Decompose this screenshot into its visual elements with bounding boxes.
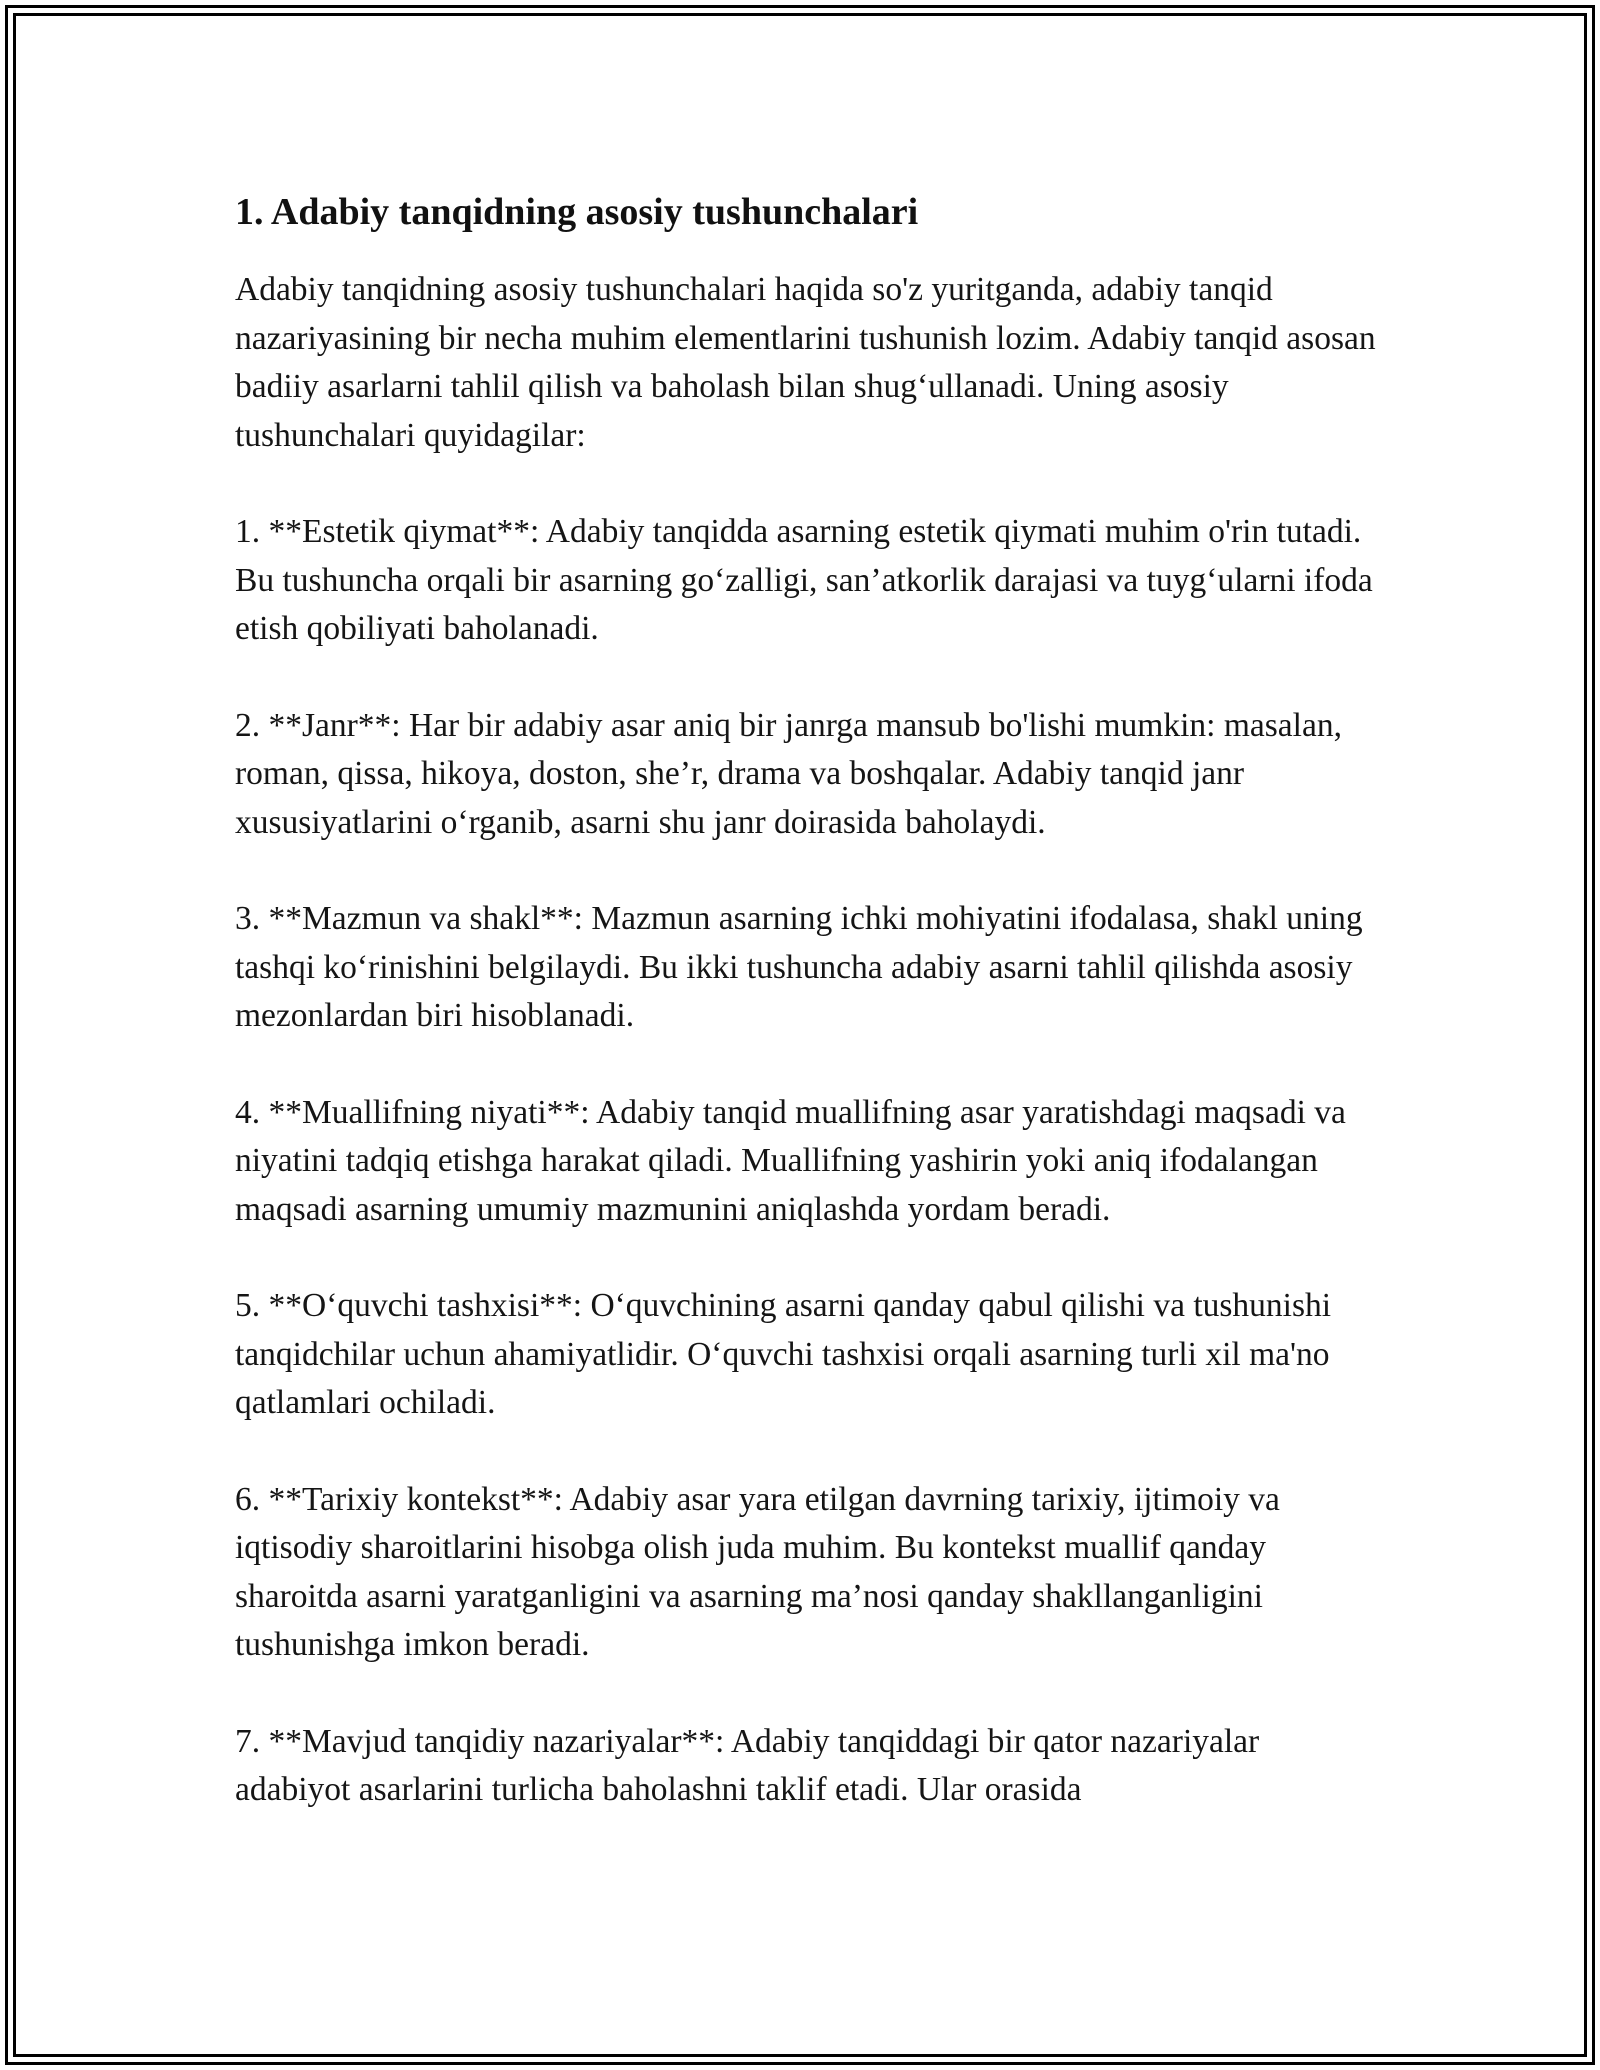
list-item-tarixiy-kontekst: 6. **Tarixiy kontekst**: Adabiy asar yara etilgan davrning tarixiy, ijtimoiy va iqtisodiy sharoitlarini hisobga olish juda muhim. Bu kontekst muallif qanday sharoitda asarni yaratganligini va asarning ma’nosi qanday shakllanganligini tushunishga imkon beradi. — [235, 1480, 1280, 1663]
list-item-estetik-qiymat: 1. **Estetik qiymat**: Adabiy tanqidda asarning estetik qiymati muhim o'rin tutadi. Bu tushuncha orqali bir asarning go‘zalligi, san’atkorlik darajasi va tuyg‘ularni ifoda etish qobiliyati baholanadi. — [235, 513, 1373, 647]
list-item-mazmun-va-shakl: 3. **Mazmun va shakl**: Mazmun asarning ichki mohiyatini ifodalasa, shakl uning tashqi ko‘rinishini belgilaydi. Bu ikki tushuncha adabiy asarni tahlil qilishda asosiy mezonlardan biri hisoblanadi. — [235, 900, 1363, 1034]
section-heading: 1. Adabiy tanqidning asosiy tushunchalari — [235, 191, 919, 233]
list-item-janr: 2. **Janr**: Har bir adabiy asar aniq bir janrga mansub bo'lishi mumkin: masalan, roman, qissa, hikoya, doston, she’r, drama va boshqalar. Adabiy tanqid janr xususiyatlarini o‘rganib, asarni shu janr doirasida baholaydi. — [235, 706, 1342, 841]
list-item-muallifning-niyati: 4. **Muallifning niyati**: Adabiy tanqid muallifning asar yaratishdagi maqsadi va niyatini tadqiq etishga harakat qiladi. Muallifning yashirin yoki aniq ifodalangan maqsadi asarning umumiy mazmunini aniqlashda yordam beradi. — [235, 1093, 1346, 1228]
intro-paragraph: Adabiy tanqidning asosiy tushunchalari haqida so'z yuritganda, adabiy tanqid nazariyasining bir necha muhim elementlarini tushunish lozim. Adabiy tanqid asosan badiiy asarlarni tahlil qilish va baholash bilan shug‘ullanadi. Uning asosiy tushunchalari quyidagilar: — [235, 271, 1376, 454]
list-item-oquvchi-tashxisi: 5. **O‘quvchi tashxisi**: O‘quvchining asarni qanday qabul qilishi va tushunishi tanqidchilar uchun ahamiyatlidir. O‘quvchi tashxisi orqali asarning turli xil ma'no qatlamlari ochiladi. — [235, 1287, 1332, 1421]
document-body — [235, 186, 1380, 1863]
list-item-tanqidiy-nazariyalar: 7. **Mavjud tanqidiy nazariyalar**: Adabiy tanqiddagi bir qator nazariyalar adabiyot asarlarini turlicha baholashni taklif etadi. Ular orasida — [235, 1722, 1260, 1808]
